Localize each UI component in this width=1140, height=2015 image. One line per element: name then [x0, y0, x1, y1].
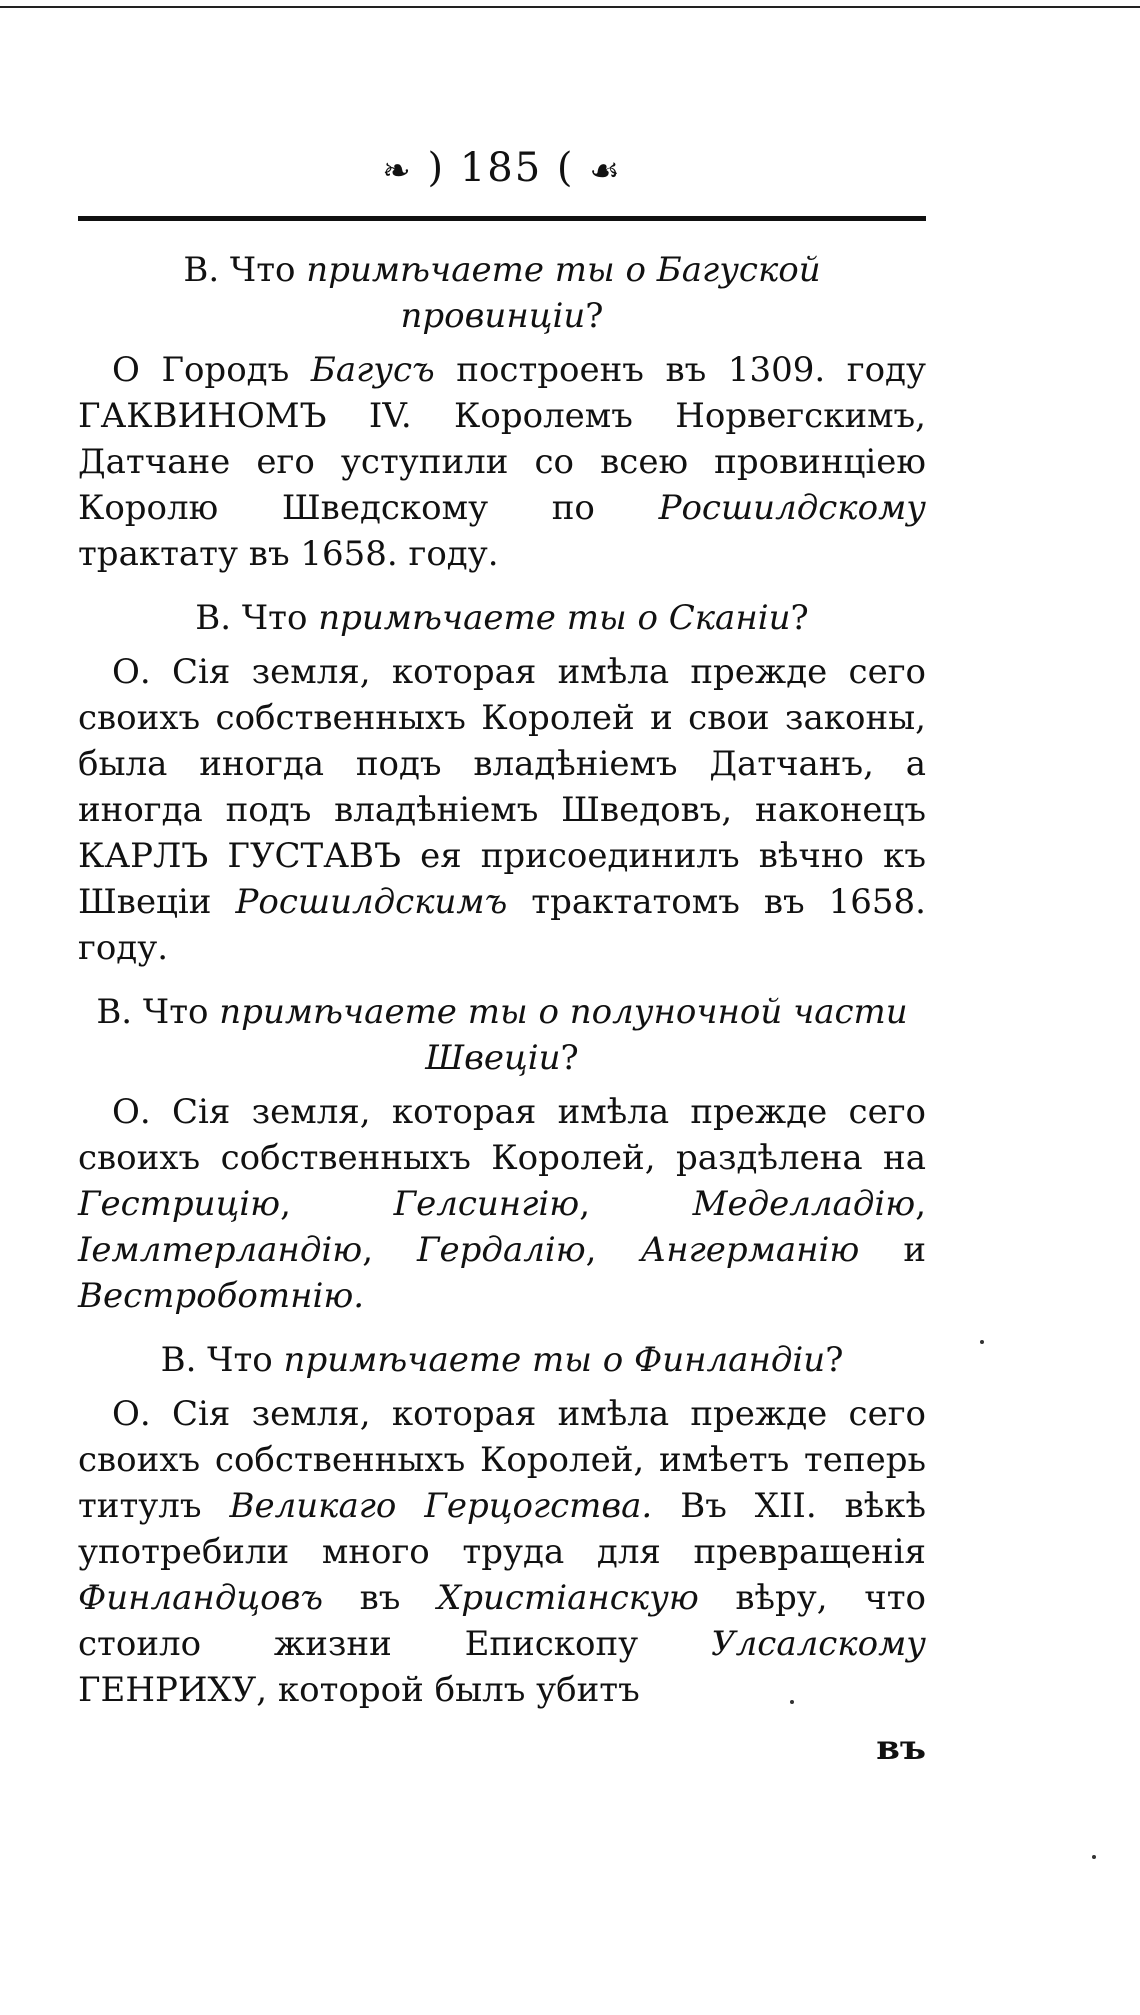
paper-speck	[980, 1340, 984, 1344]
question-mark: ?	[585, 296, 604, 336]
question-lead: В. Что	[183, 250, 307, 290]
answer-italic-run: Финландцовъ	[78, 1578, 324, 1618]
answer-paragraph	[78, 649, 926, 971]
answer-italic-run: Вестроботнію.	[78, 1276, 365, 1316]
catchword: въ	[876, 1728, 926, 1768]
left-ornament-icon: ❧	[382, 151, 413, 191]
right-ornament-icon: ☙	[589, 151, 622, 191]
question-line	[78, 595, 926, 641]
answer-italic-run: Христіанскую	[437, 1578, 699, 1618]
page-number: ) 185 (	[427, 145, 575, 191]
answer-paragraph	[78, 1089, 926, 1319]
answer-italic-run: Меделладію	[692, 1184, 916, 1224]
question-line	[78, 1337, 926, 1383]
answer-text-run: ,	[915, 1184, 926, 1224]
answer-italic-run: Багусъ	[310, 350, 435, 390]
answer-italic-run: Улсалскому	[711, 1624, 926, 1664]
answer-text-run: построенъ въ 1309. году ГАКВИНОМЪ IV. Королемъ Норвегскимъ, Датчане его уступили со всею провинціею Королю Шведскому по	[78, 350, 926, 528]
answer-italic-run: Росшилдскому	[658, 488, 926, 528]
answer-text-run: ГЕНРИХУ, которой былъ убитъ	[78, 1670, 640, 1710]
body-text	[78, 247, 926, 1713]
answer-italic-run: Гердалію	[417, 1230, 586, 1270]
answer-paragraph	[78, 1391, 926, 1713]
question-mark: ?	[790, 598, 809, 638]
answer-text-run: ,	[280, 1184, 394, 1224]
answer-text-run: ,	[362, 1230, 417, 1270]
question-mark: ?	[560, 1038, 579, 1078]
answer-italic-run: Гелсингію	[393, 1184, 580, 1224]
answer-italic-run: Іемлтерландію	[78, 1230, 363, 1270]
question-text: примѣчаете ты о Багуской провинціи	[306, 250, 821, 336]
header-rule	[78, 216, 926, 221]
answer-text-run: вѣру, что стоило жизни Епископу	[78, 1578, 926, 1664]
answer-text-run: въ	[323, 1578, 438, 1618]
question-line	[78, 247, 926, 339]
answer-text-run: Въ XII. вѣкѣ употребили много труда для превращенія	[78, 1486, 927, 1572]
answer-text-run: и	[859, 1230, 927, 1270]
paper-speck	[1092, 1855, 1096, 1859]
question-lead: В. Что	[195, 598, 319, 638]
question-text: примѣчаете ты о полуночной части Швеціи	[219, 992, 908, 1078]
running-head	[78, 140, 926, 196]
answer-text-run: О. Сія земля, которая имѣла прежде сего своихъ собственныхъ Королей, раздѣлена на	[78, 1092, 926, 1178]
answer-text-run: О. Сія земля, которая имѣла прежде сего своихъ собственныхъ Королей и свои законы, была иногда подъ владѣніемъ Датчанъ, а иногда подъ владѣніемъ Шведовъ, наконецъ КАРЛЪ ГУСТАВЪ ея присоединилъ вѣчно къ Швеціи	[78, 652, 926, 922]
answer-italic-run: Гестрицію	[78, 1184, 281, 1224]
question-mark: ?	[825, 1340, 844, 1380]
question-text: примѣчаете ты о Финландіи	[283, 1340, 826, 1380]
question-lead: В. Что	[160, 1340, 284, 1380]
answer-text-run: О Городъ	[112, 350, 311, 390]
answer-paragraph	[78, 347, 926, 577]
answer-text-run: трактатомъ въ 1658. году.	[78, 882, 926, 968]
question-line	[78, 989, 926, 1081]
answer-text-run: О. Сія земля, которая имѣла прежде сего своихъ собственныхъ Королей, имѣетъ теперь титулъ	[78, 1394, 926, 1526]
answer-italic-run: Великаго Герцогства.	[229, 1486, 653, 1526]
question-lead: В. Что	[96, 992, 220, 1032]
answer-text-run: ,	[585, 1230, 641, 1270]
answer-text-run: трактату въ 1658. году.	[78, 534, 499, 574]
answer-italic-run: Росшилдскимъ	[235, 882, 508, 922]
answer-text-run: ,	[579, 1184, 693, 1224]
answer-italic-run: Ангерманію	[640, 1230, 860, 1270]
question-text: примѣчаете ты о Сканіи	[318, 598, 791, 638]
paper-speck	[790, 1700, 794, 1704]
book-page	[78, 140, 926, 1771]
top-edge-rule	[0, 6, 1140, 8]
